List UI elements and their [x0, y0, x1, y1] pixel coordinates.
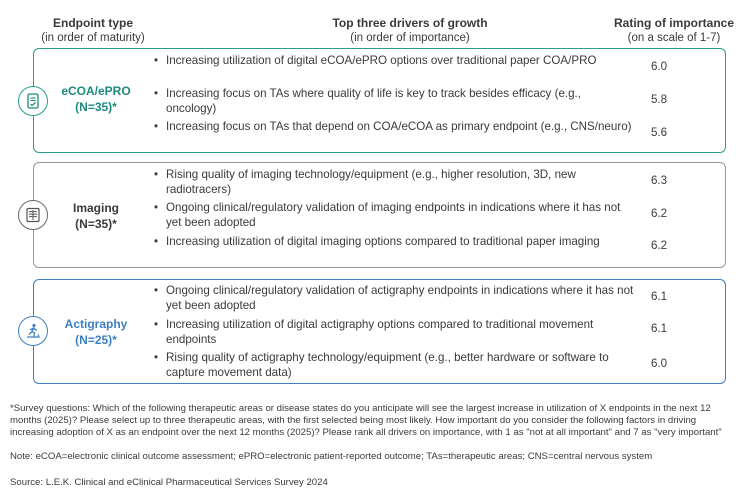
column-title: Top three drivers of growth: [332, 16, 488, 30]
bullet: •: [154, 235, 159, 248]
driver-item: [154, 235, 634, 250]
driver-text: Rising quality of actigraphy technology/equipment (e.g., better hardware or software to capture movement data): [166, 351, 609, 379]
driver-text: Ongoing clinical/regulatory validation of actigraphy endpoints in indications where it has not yet been adopted: [166, 284, 634, 312]
driver-text: Ongoing clinical/regulatory validation of imaging endpoints in indications where it has not yet been adopted: [166, 201, 621, 229]
group-actigraphy: [33, 279, 726, 384]
driver-item: [154, 168, 634, 197]
driver-item: [154, 201, 634, 230]
rating-value: 6.3: [650, 174, 668, 187]
driver-text: Rising quality of imaging technology/equipment (e.g., higher resolution, 3D, new radiotracers): [166, 168, 576, 196]
group-imaging: [33, 162, 726, 268]
rating-value: 6.1: [650, 322, 668, 335]
column-header-rating: [605, 16, 743, 46]
driver-text: Increasing focus on TAs where quality of life is key to track besides efficacy (e.g., oncology): [166, 87, 581, 115]
bullet: •: [154, 120, 159, 133]
endpoint-sample-size: (N=25)*: [75, 333, 117, 347]
group-ecoa-epro: [33, 48, 726, 153]
driver-item: [154, 120, 634, 135]
rating-value: 6.0: [650, 357, 668, 370]
endpoint-label: [40, 316, 152, 348]
column-subtitle: (on a scale of 1-7): [627, 32, 721, 44]
bullet: •: [154, 168, 159, 181]
bullet: •: [154, 87, 159, 100]
rating-value: 6.2: [650, 207, 668, 220]
column-subtitle: (in order of importance): [350, 32, 470, 44]
driver-text: Increasing utilization of digital imaging options compared to traditional paper imaging: [166, 235, 600, 248]
bullet: •: [154, 351, 159, 364]
footnote-survey: *Survey questions: Which of the following therapeutic areas or disease states do you anticipate will see the largest increase in utilization of X endpoints in the next 12 months (2025)? Please select up to three therapeutic areas, with the first selected being most likely. How important do you consider the following factors in driving increasing adoption of X as an endpoint over the next 12 months (2025)? Please rank all drivers on importance, with 1 as "not at all important" and 7 as "very important": [10, 403, 722, 438]
driver-text: Increasing utilization of digital eCOA/ePRO options over traditional paper COA/PRO: [166, 54, 597, 67]
footnote-abbreviations: Note: eCOA=electronic clinical outcome assessment; ePRO=electronic patient-reported outcome; TAs=therapeutic areas; CNS=central nervous system: [10, 451, 653, 462]
endpoint-name: eCOA/ePRO: [61, 84, 131, 98]
driver-text: Increasing utilization of digital actigraphy options compared to traditional movement endpoints: [166, 318, 594, 346]
bullet: •: [154, 318, 159, 331]
column-header-drivers: [240, 16, 580, 46]
endpoint-sample-size: (N=35)*: [75, 217, 117, 231]
rating-value: 5.8: [650, 93, 668, 106]
endpoint-name: Actigraphy: [64, 317, 128, 331]
rating-value: 6.2: [650, 239, 668, 252]
endpoint-label: [40, 200, 152, 232]
bullet: •: [154, 201, 159, 214]
rating-value: 5.6: [650, 126, 668, 139]
driver-item: [154, 284, 634, 313]
rating-value: 6.0: [650, 60, 668, 73]
driver-item: [154, 87, 634, 116]
endpoint-label: [40, 83, 152, 115]
column-title: Endpoint type: [53, 16, 133, 30]
rating-value: 6.1: [650, 290, 668, 303]
driver-item: [154, 351, 634, 380]
column-header-endpoint-type: [4, 16, 182, 46]
endpoint-sample-size: (N=35)*: [75, 100, 117, 114]
footnote-source: Source: L.E.K. Clinical and eClinical Pharmaceutical Services Survey 2024: [10, 477, 328, 488]
driver-item: [154, 318, 634, 347]
endpoint-name: Imaging: [72, 201, 119, 215]
driver-text: Increasing focus on TAs that depend on COA/eCOA as primary endpoint (e.g., CNS/neuro): [166, 120, 632, 133]
column-title: Rating of importance: [613, 16, 734, 30]
bullet: •: [154, 54, 159, 67]
column-subtitle: (in order of maturity): [41, 32, 145, 44]
bullet: •: [154, 284, 159, 297]
driver-item: [154, 54, 634, 69]
